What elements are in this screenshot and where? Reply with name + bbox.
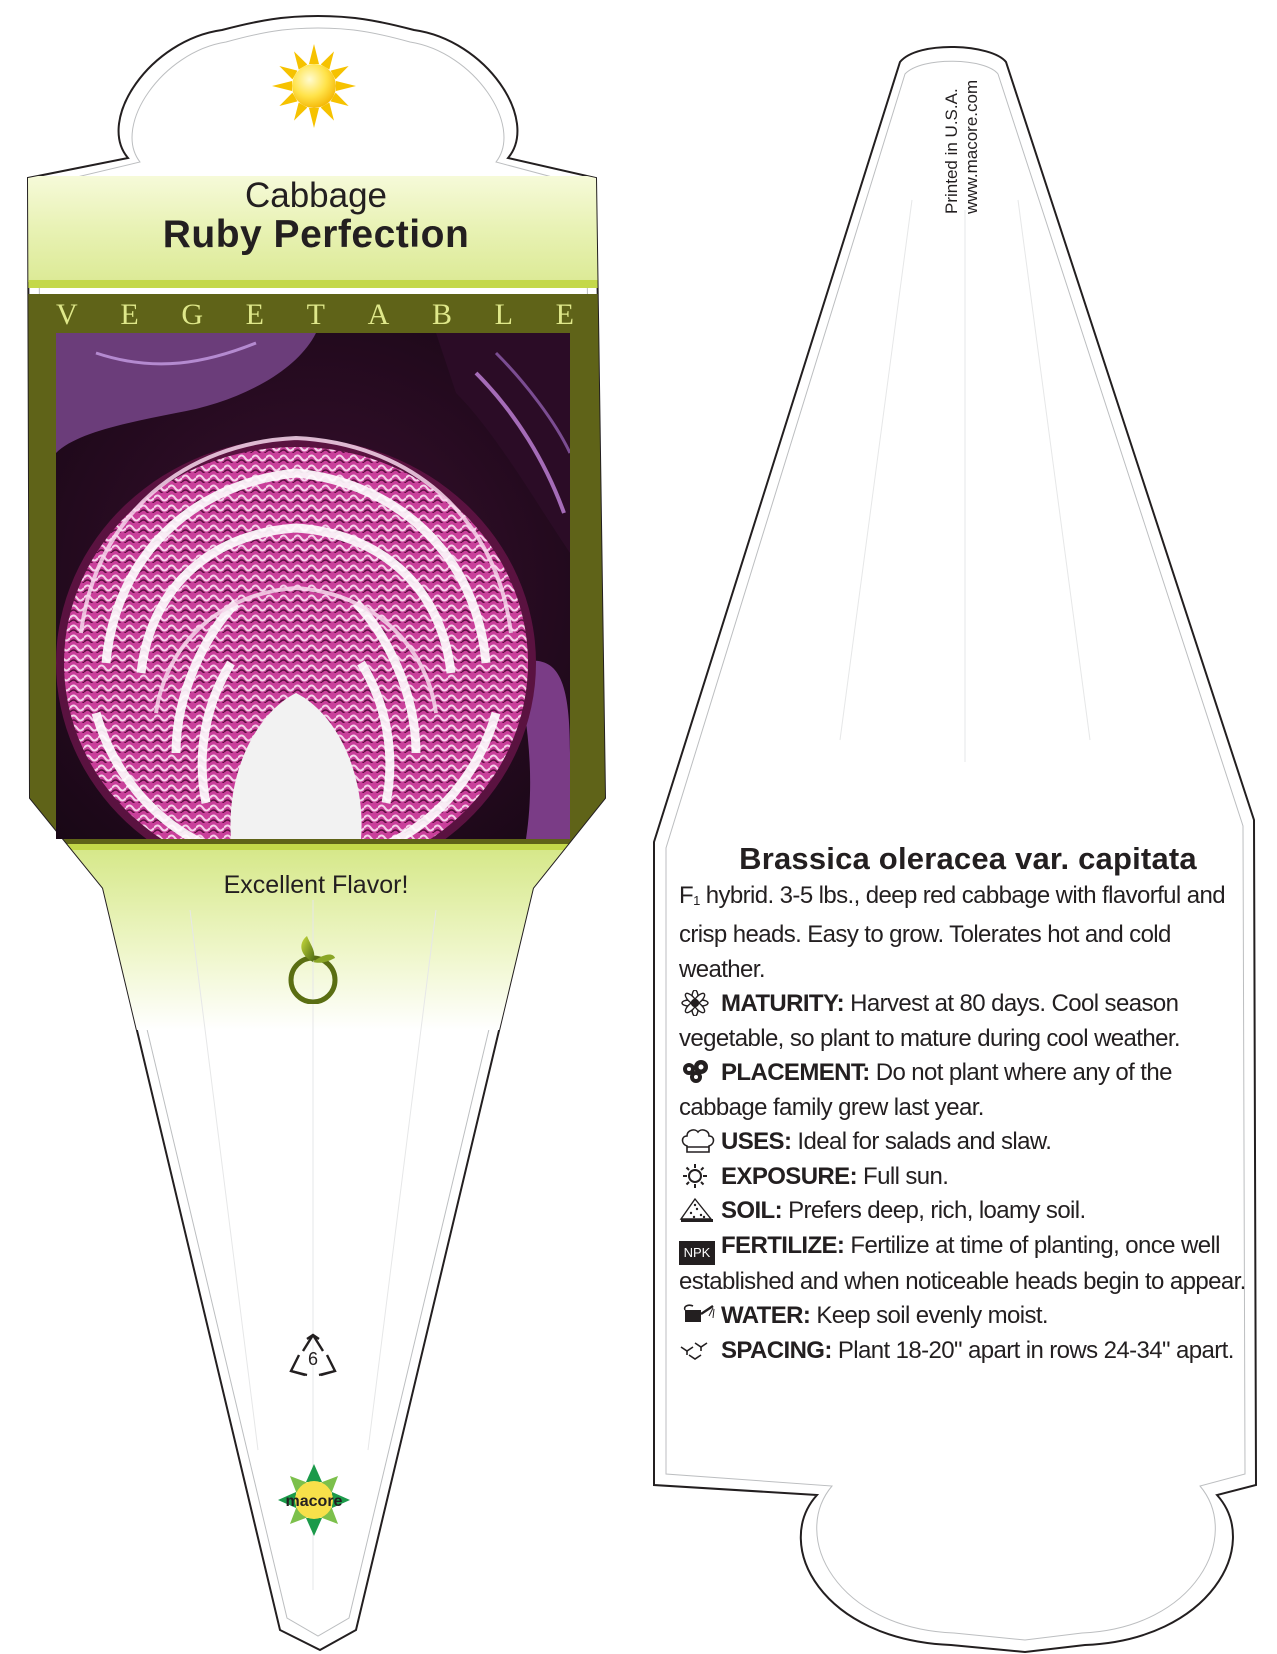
soil-row: SOIL: Prefers deep, rich, loamy soil. [679, 1194, 1249, 1229]
exposure-row: EXPOSURE: Full sun. [679, 1160, 1249, 1195]
common-name: Cabbage [244, 176, 388, 215]
category-letter: A [367, 298, 390, 331]
soil-icon [679, 1197, 717, 1223]
category-label [56, 298, 574, 332]
category-letter: L [494, 298, 513, 331]
sun-icon [272, 44, 356, 128]
spacing-row: SPACING: Plant 18-20" apart in rows 24-34" apart. [679, 1334, 1249, 1369]
category-letter: V [56, 298, 78, 331]
recycle-number: 6 [307, 1349, 319, 1369]
website: www.macore.com [962, 79, 981, 214]
plants-icon [679, 1059, 717, 1085]
recycle-icon [287, 1333, 339, 1379]
watering-can-icon [679, 1302, 717, 1328]
description: F1 hybrid. 3-5 lbs., deep red cabbage with flavorful and crisp heads. Easy to grow. Tolerates hot and cold weather. [679, 881, 1225, 983]
category-letter: E [555, 298, 574, 331]
category-letter: E [120, 298, 139, 331]
category-letter: T [306, 298, 325, 331]
scientific-name: Brassica oleracea var. capitata [739, 841, 1197, 876]
category-letter: B [431, 298, 452, 331]
cabbage-photo [56, 333, 570, 839]
chef-hat-icon [679, 1128, 717, 1154]
npk-icon: NPK [679, 1241, 715, 1265]
printed-in: Printed in U.S.A. [942, 88, 961, 214]
care-instructions [679, 842, 1249, 1368]
maturity-row: MATURITY: Harvest at 80 days. Cool season vegetable, so plant to mature during cool weather. [679, 990, 1181, 1052]
category-letter: E [245, 298, 264, 331]
seedling-icon [283, 932, 343, 1004]
fertilize-row: NPK FERTILIZE: Fertilize at time of planting, once well established and when noticeable heads begin to appear. [679, 1231, 1246, 1295]
macore-logo [272, 1462, 356, 1536]
flower-icon [679, 990, 717, 1016]
category-letter: G [181, 298, 203, 331]
tagline: Excellent Flavor! [223, 871, 409, 899]
water-row: WATER: Keep soil evenly moist. [679, 1299, 1249, 1334]
uses-row: USES: Ideal for salads and slaw. [679, 1125, 1249, 1160]
sun-outline-icon [679, 1163, 717, 1189]
brand-name: macore [285, 1493, 343, 1510]
variety-name: Ruby Perfection [162, 213, 470, 256]
spacing-icon [679, 1337, 717, 1363]
print-info [942, 80, 982, 214]
placement-row: PLACEMENT: Do not plant where any of the cabbage family grew last year. [679, 1059, 1172, 1121]
